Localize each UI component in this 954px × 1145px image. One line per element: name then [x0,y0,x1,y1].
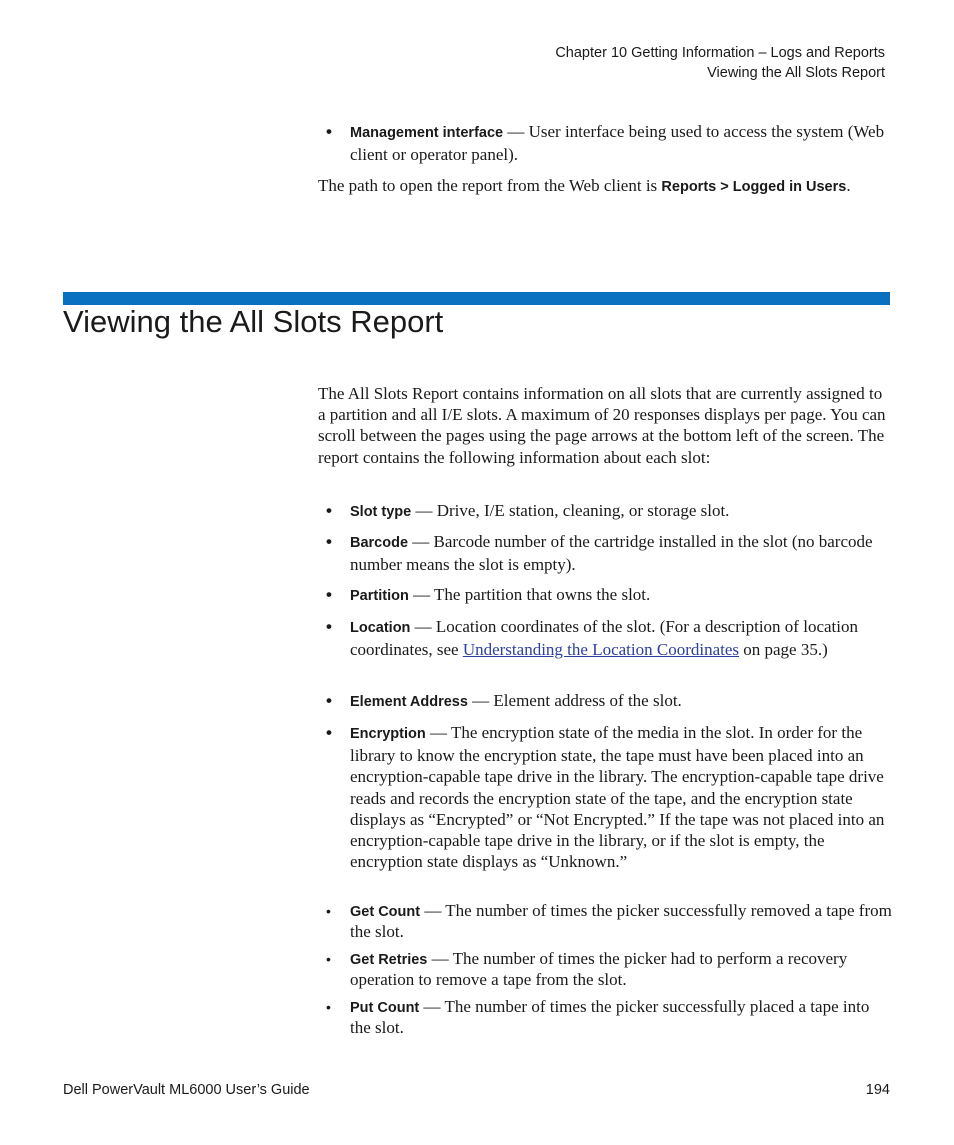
bullet: • [326,532,332,551]
bullet: • [326,951,331,967]
dash: — [411,501,437,520]
dash: — [503,122,529,141]
bullet-text: The encryption state of the media in the slot. In order for the library to know the encryption state, the tape must have been placed into an encryption-capable tape drive in the library. The encryption-capable tape drive reads and records the encryption state of the tape, and the encryption state displays as “Encrypted” or “Not Encrypted.” If the tape was not placed into an encryption-capable tape drive in the library, or if the slot is empty, the encryption state displays as “Unknown.” [350,723,885,872]
bullet: • [326,617,332,636]
header-chapter: Chapter 10 Getting Information – Logs and Reports [555,45,885,61]
header-section: Viewing the All Slots Report [707,65,885,81]
bullet: • [326,723,332,742]
bullet-text: Element address of the slot. [493,691,682,710]
bullet-text-after: on page 35.) [739,640,828,660]
dash: — [419,997,445,1016]
bullet-term: Partition [350,588,409,604]
bullet: • [326,122,332,141]
bullet-term: Slot type [350,504,412,520]
bullet-term: Element Address [350,694,468,710]
bullet-term: Get Count [350,904,421,920]
dash: — [467,691,494,710]
bullet-term: Location [350,620,411,636]
path-lead: The path to open the report from the Web client is [318,176,662,195]
bullet-term: Encryption [350,726,426,742]
bullet-text: The number of times the picker successfully placed a tape into the slot. [350,997,870,1037]
location-coordinates-link[interactable]: Understanding the Location Coordinates [462,640,740,660]
bullet: • [326,903,331,919]
dash: — [427,949,453,968]
dash: — [408,585,435,604]
section-title: Viewing the All Slots Report [63,304,444,339]
path-paragraph [318,175,890,198]
section-intro: The All Slots Report contains information on all slots that are currently assigned to a partition and all I/E slots. A maximum of 20 responses displays per page. You can scroll between the pages using the page arrows at the bottom left of the screen. The report contains the following information about each slot: [318,384,886,467]
bullet-term: Barcode [350,535,409,551]
bullet: • [326,585,332,604]
bullet-text: The number of times the picker had to perform a recovery operation to remove a tape from the slot. [350,949,848,989]
footer-title: Dell PowerVault ML6000 User’s Guide [63,1082,310,1098]
bullet-text: Barcode number of the cartridge installed in the slot (no barcode number means the slot is empty). [350,532,873,575]
dash: — [408,532,434,551]
running-header [555,43,885,83]
bullet: • [326,501,332,520]
bullet-text: The number of times the picker successfully removed a tape from the slot. [350,901,892,941]
page-number: 194 [865,1082,890,1098]
bullet: • [326,999,331,1015]
bullet-term: Put Count [350,1000,420,1016]
bullet: • [326,691,332,710]
bullet-text: User interface being used to access the system (Web client or operator panel). [350,122,885,165]
bullet-term: Management interface [350,125,504,141]
bullet-term: Get Retries [350,952,428,968]
path-end: . [846,176,851,195]
menu-path: Reports > Logged in Users [661,179,847,195]
dash: — [420,901,446,920]
dash: — [425,723,451,742]
bullet-text: The partition that owns the slot. [434,585,651,604]
dash: — [410,617,436,636]
bullet-text: Drive, I/E station, cleaning, or storage slot. [436,501,730,520]
bullet-text: Location coordinates of the slot. (For a description of location coordinates, see [350,617,858,660]
